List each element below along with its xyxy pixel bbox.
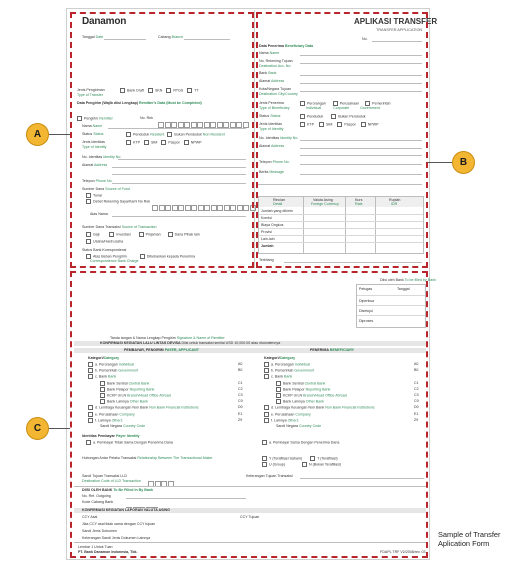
logo-text: Danamon	[82, 16, 127, 27]
transfer-type-options[interactable]: Bank Draft SKN RTGS TT	[120, 88, 199, 93]
form-title: APLIKASI TRANSFER	[354, 17, 438, 26]
relation-options[interactable]: Y (Terafiliasi Saham) T (Terafiliasi)	[262, 456, 338, 461]
b-type-sub: Type of Beneficiary	[259, 106, 290, 110]
norek-label: No. Rek	[140, 116, 153, 120]
correspondence-sub: Correspondence Bank Charge	[90, 259, 139, 263]
ccy-tujuan-label: CCY Tujuan	[240, 515, 260, 519]
date-field: Tanggal Date	[82, 35, 104, 39]
b-idtype-sub: Type of Identity	[259, 127, 284, 131]
id-type-options[interactable]: KTP SIM Paspor NPWP	[126, 140, 202, 145]
report-row: Keterangan Sandi Jenis Dokumen Lainnya	[82, 536, 151, 540]
relation-label: Hubungan Antar Pelaku Transaksi Relationship Between The Transactional Maker	[82, 456, 213, 460]
amount-row: Biaya Ongkos	[261, 223, 284, 227]
txn-options-row2[interactable]: Usaha/Hasil usaha	[86, 239, 123, 244]
remitter-row[interactable]: Pengirim Remitter	[77, 116, 113, 121]
fund-cash[interactable]: Tunai	[86, 193, 102, 198]
bank-col: Disetujui	[359, 309, 373, 313]
category-title-left: Kategori/Category	[88, 356, 120, 360]
region-b-highlight	[256, 12, 428, 268]
address-label: Alamat Address	[82, 163, 108, 167]
report-row: Sandi Jenis Dokumen	[82, 529, 117, 533]
remitter-section-title: Data Pengirim (Wajib diisi Lengkap) Remitter's Data (Must be Completed)	[77, 101, 202, 105]
amount-col-detail-en: Detail	[273, 202, 283, 206]
relation-options-2[interactable]: U (Group) N (Bukan Terafiliasi)	[262, 462, 341, 467]
branch-field: Cabang Branch	[158, 35, 183, 39]
b-type-options-en: Individual Corporate Government	[306, 106, 380, 110]
amount-row: Jumlah yang dikirim	[261, 209, 293, 213]
bank-col: Diproses	[359, 319, 374, 323]
b-status-label: Status Status	[259, 114, 281, 118]
category-title-right: Kategori/Category	[264, 356, 296, 360]
form-subtitle: TRANSFER APPLICATION	[376, 28, 423, 32]
b-account-sub: Destination Acc. No.	[259, 64, 292, 68]
beneficiary-section-title: Data Penerima Beneficiary Data	[259, 44, 314, 48]
bank-use-note: Diisi oleh Bank To be filled by Bank	[380, 278, 436, 282]
purpose-code-sub: Destination Code of LLD Transaction	[82, 479, 141, 483]
form-number-label: No.	[362, 37, 368, 41]
identity-option-a[interactable]: a. Pembayar Tidak Sama Dengan Penerima Dana	[86, 440, 173, 445]
b-type-label: Jenis Penerima	[259, 101, 284, 105]
branch-code: Kode Cabang Bank	[82, 500, 114, 504]
beneficiary-col-title: PENERIMA BENEFICIARY	[310, 348, 355, 352]
callout-c-connector	[48, 428, 70, 429]
amount-row: Lain-lain	[261, 237, 275, 241]
category-list-left[interactable]: a. Perorangan Individual A0 b. Pemerintah Government B0 c. Bank Bank Bank Sentral Central Bank C1 Bank Pelapor Reporting Bank C2 KCKP di LN Branch/Head Office Abroad C3 Bank Lainnya Other Bank C9 d. Lembaga Keuangan Non Bank Non Bank Financial Institutions D0 e. Perusahaan Company E1 f. Lainnya Others Z9 Sandi Negara Country Code	[88, 362, 199, 430]
callout-a: A	[26, 123, 49, 146]
b-bank-label: Bank Bank	[259, 71, 277, 75]
fund-acc-name: Atas Nama	[90, 212, 108, 216]
report-row: CCY Asal	[82, 515, 98, 519]
bank-col: Petugas	[359, 287, 373, 291]
amount-col-foreign-en: Foreign Currency	[311, 202, 339, 206]
b-phone-label: Telepon Phone No.	[259, 160, 290, 164]
amount-col-foreign: Valuta Asing	[313, 198, 333, 202]
b-idnum-label: No. Identitas Identity No.	[259, 136, 299, 140]
b-city-label: Kota/Negara Tujuan	[259, 87, 291, 91]
purpose-desc-label: Keterangan Tujuan Transaksi	[246, 474, 293, 478]
vertical-divider	[254, 10, 255, 268]
callout-a-connector	[48, 134, 70, 135]
id-type-label: Jenis Identitas	[82, 140, 105, 144]
b-city-sub: Destination City/Country	[259, 92, 298, 96]
purpose-code-label: Sandi Tujuan Transaksi LLD	[82, 474, 127, 478]
footer-form-code: FDAPL TRF V2/2008/rev. 03	[380, 550, 426, 554]
b-idtype-options[interactable]: KTP SIM Paspor NPWP	[300, 122, 379, 127]
amount-row: Komisi	[261, 216, 272, 220]
category-list-right[interactable]: a. Perorangan Individual A0 b. Pemerintah Government B0 c. Bank Bank Bank Sentral Central Bank C1 Bank Pelapor Reporting Bank C2 KCKP di LN Branch/Head Office Abroad C3 Bank Lainnya Other Bank C9 d. Lembaga Keuangan Non Bank Non Bank Financial Institutions D0 e. Perusahaan Company E1 f. Lainnya Others Z9 Sandi Negara Country Code	[264, 362, 375, 430]
ref-outgoing: No. Ref. Outgoing	[82, 494, 111, 498]
correspondence-label: Status Bank Korespondensi	[82, 248, 127, 252]
b-status-options[interactable]: Penduduk Bukan Penduduk	[300, 114, 366, 119]
b-address2-label: Alamat Address	[259, 144, 285, 148]
callout-b: B	[452, 151, 475, 174]
terbilang-label: Terbilang	[259, 258, 274, 262]
b-account-label: No. Rekening Tujuan	[259, 59, 293, 63]
b-address-label: Alamat Address	[259, 79, 285, 83]
confirm-title: KONFIRMASI KEGIATAN LALU LINTAS DEVISA Diisi untuk transaksi senilai USD 10,000.00 atau ekuivalennya	[100, 341, 281, 345]
callout-c: C	[26, 417, 49, 440]
transfer-type-row: Jenis Pengiriman	[77, 88, 105, 92]
phone-label: Telepon Phone No.	[82, 179, 113, 183]
bank-col: Diperiksa	[359, 299, 374, 303]
amount-row-total: Jumlah	[261, 244, 274, 248]
fund-debit[interactable]: Debet Rekening Saya/Kami No Rek	[86, 199, 150, 204]
region-c-highlight	[70, 271, 428, 558]
identity-option-b[interactable]: a. Pembayar Sama Dengan Penerima Dana	[262, 440, 339, 445]
identity-title: Identitas Pembayar Payer Identity	[82, 434, 140, 438]
region-a-highlight	[70, 12, 254, 268]
report-row: Jika CCY asal tidak sama dengan CCY tujuan	[82, 522, 156, 526]
amount-col-idr: Rupiah	[389, 198, 401, 202]
fund-source-label: Sumber Dana Source of Fund	[82, 187, 130, 191]
callout-b-connector	[428, 162, 452, 163]
bank-col: Tanggal	[397, 287, 410, 291]
id-type-sub: Type of Identity	[82, 145, 107, 149]
b-idtype-label: Jenis Identitas	[259, 122, 282, 126]
amount-col-rate-en: Rate	[355, 202, 363, 206]
txn-source-label: Sumber Dana Transaksi Source of Transaction	[82, 225, 157, 229]
status-label: Status Status	[82, 132, 104, 136]
footer-company: PT. Bank Danamon Indonesia, Tbk.	[78, 550, 138, 554]
report-title: KONFIRMASI KEGIATAN LAPORAN VALUTA ASING	[82, 508, 170, 512]
amount-col-detail: Rincian	[273, 198, 285, 202]
fill-by-bank: DIISI OLEH BANK To Be Filled In By Bank	[82, 488, 154, 492]
name-label: Nama Name	[82, 124, 103, 128]
txn-options-row1[interactable]: Gaji Investasi Pinjaman Dana Pihak lain	[86, 232, 200, 237]
payer-col-title: PEMBAYAR, PENGIRIM PAYER, APPLICANT	[124, 348, 199, 352]
amount-col-rate: Kurs	[355, 198, 363, 202]
b-name-label: Nama Name	[259, 51, 280, 55]
transfer-type-sub: Type of Transfer	[77, 93, 103, 97]
amount-col-idr-en: IDR	[391, 202, 398, 206]
charge-options[interactable]: Atas Beban Pengirim Dibebankan kepada Penerima	[86, 254, 195, 259]
amount-row: Provisi	[261, 230, 272, 234]
footer-copy-note: Lembar 1 Untuk Tuan	[78, 545, 113, 549]
status-options[interactable]: Penduduk Resident Bukan Penduduk Non-Resident	[126, 132, 225, 137]
figure-caption: Sample of Transfer Aplication Form	[438, 530, 501, 548]
id-number-label: No. Identitas Identity No.	[82, 155, 122, 159]
signature-label: Tanda tangan & Nama Lengkap Pengirim Signature & Name of Remitter	[110, 336, 225, 340]
b-message-label: Berita Message	[259, 170, 284, 174]
b-type-options[interactable]: Perorangan Perusahaan Pemerintah	[300, 101, 391, 106]
